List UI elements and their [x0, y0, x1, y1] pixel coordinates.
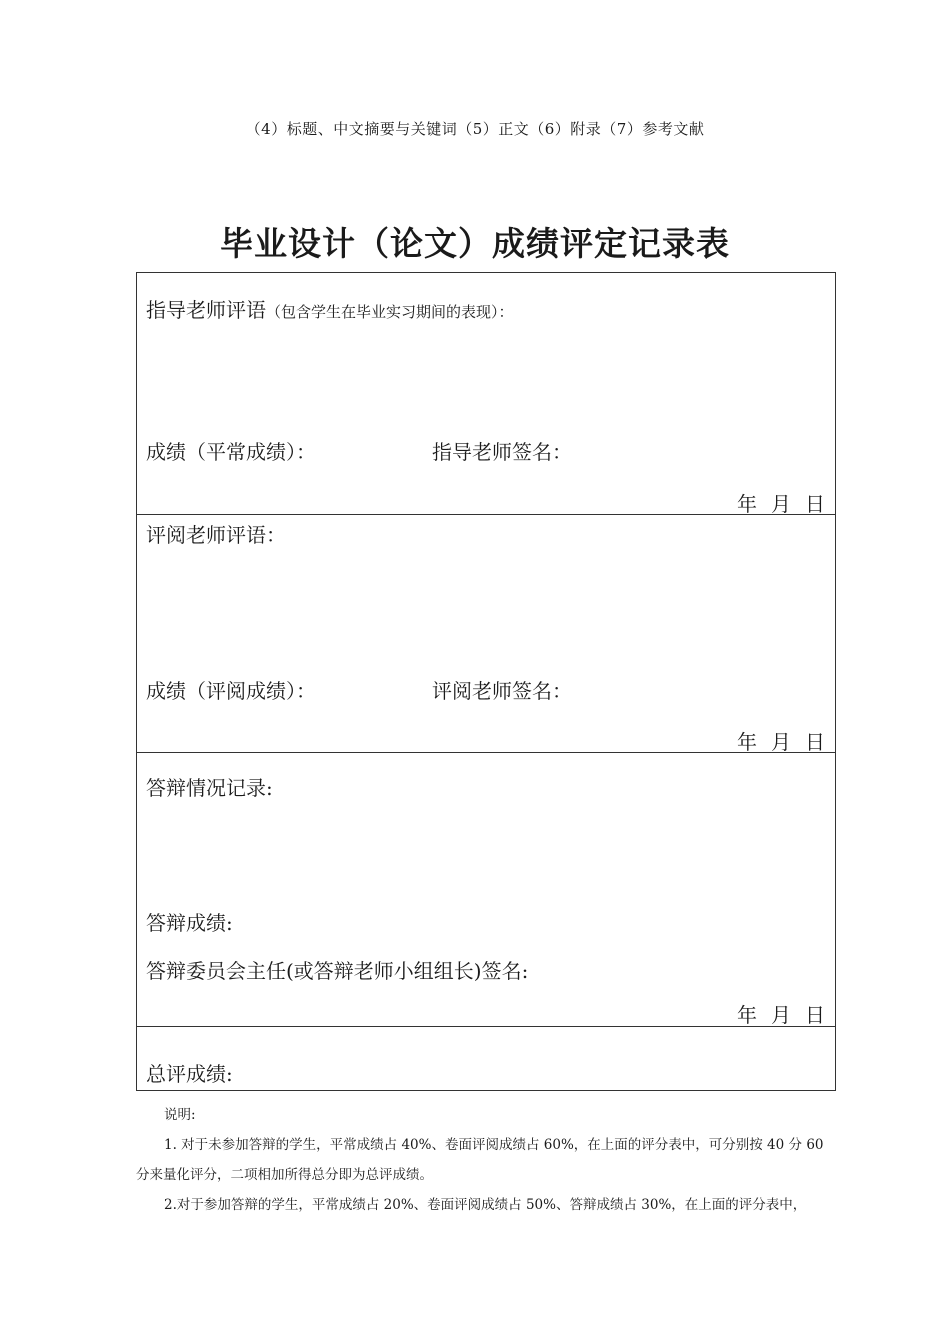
month-label: 月 — [771, 730, 791, 754]
defense-date — [737, 999, 825, 1028]
top-note: （4）标题、中文摘要与关键词（5）正文（6）附录（7）参考文献 — [245, 120, 705, 138]
notes-item: 1. 对于未参加答辩的学生，平常成绩占 40%、卷面评阅成绩占 60%，在上面的评分表中，可分别按 40 分 60 分来量化评分，二项相加所得总分即为总评成绩。 — [136, 1137, 824, 1183]
day-label: 日 — [805, 1003, 825, 1027]
day-label: 日 — [805, 730, 825, 754]
notes-heading: 说明: — [164, 1107, 196, 1123]
notes-item: 2.对于参加答辩的学生，平常成绩占 20%、卷面评阅成绩占 50%、答辩成绩占 30%，在上面的评分表中， — [164, 1197, 807, 1213]
advisor-signature-label: 指导老师签名： — [432, 440, 572, 464]
reviewer-comment-label: 评阅老师评语： — [146, 523, 286, 547]
defense-grade-label: 答辩成绩: — [146, 911, 233, 935]
advisor-comment-label — [146, 294, 514, 323]
defense-section — [137, 753, 835, 1027]
defense-signature-label: 答辩委员会主任(或答辩老师小组组长)签名: — [146, 959, 529, 983]
reviewer-section — [137, 515, 835, 753]
defense-record-label: 答辩情况记录: — [146, 776, 273, 800]
month-label: 月 — [771, 492, 791, 516]
year-label: 年 — [737, 492, 757, 516]
reviewer-signature-label: 评阅老师签名： — [432, 679, 572, 703]
advisor-grade-label: 成绩（平常成绩）： — [146, 440, 316, 464]
total-grade-label: 总评成绩: — [146, 1062, 233, 1086]
advisor-section — [137, 273, 835, 515]
year-label: 年 — [737, 730, 757, 754]
reviewer-grade-label: 成绩（评阅成绩）： — [146, 679, 316, 703]
day-label: 日 — [805, 492, 825, 516]
reviewer-date — [737, 726, 825, 755]
advisor-comment-title: 指导老师评语 — [146, 298, 266, 322]
grade-record-table — [136, 272, 836, 1091]
total-section — [137, 1027, 835, 1090]
advisor-date — [737, 488, 825, 517]
page-title: 毕业设计（论文）成绩评定记录表 — [220, 224, 730, 263]
notes — [136, 1100, 841, 1220]
year-label: 年 — [737, 1003, 757, 1027]
month-label: 月 — [771, 1003, 791, 1027]
advisor-comment-hint: （包含学生在毕业实习期间的表现）： — [266, 303, 514, 321]
